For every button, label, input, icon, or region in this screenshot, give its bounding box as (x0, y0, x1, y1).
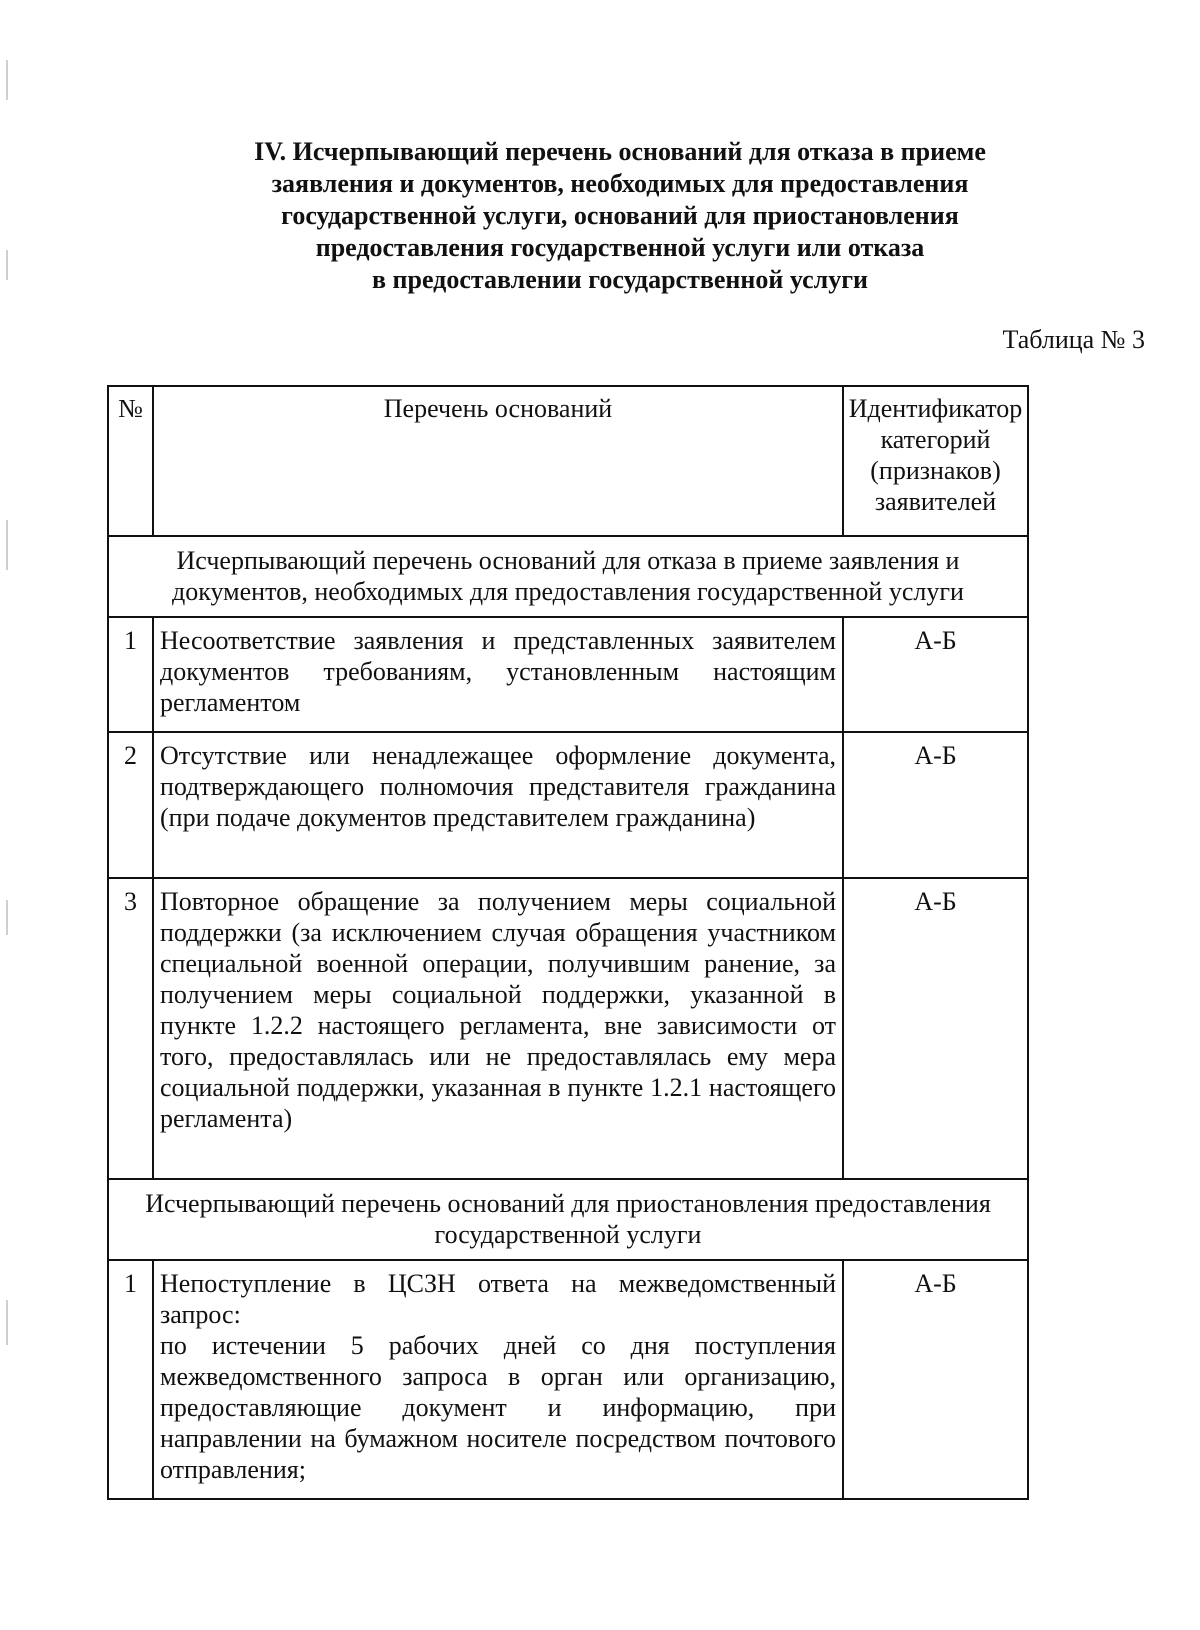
row-category-id: А-Б (843, 878, 1028, 1179)
table-row (108, 617, 1028, 732)
heading-line: IV. Исчерпывающий перечень оснований для отказа в приеме (254, 137, 986, 166)
row-text (153, 1260, 843, 1499)
section-title: Исчерпывающий перечень оснований для отказа в приеме заявления и документов, необходимых для предоставления государственной услуги (108, 536, 1028, 617)
scan-edge-mark (6, 250, 8, 280)
table-caption: Таблица № 3 (1002, 325, 1145, 354)
row-category-id: А-Б (843, 1260, 1028, 1499)
row-category-id: А-Б (843, 617, 1028, 732)
row-number: 1 (108, 1260, 153, 1499)
row-text-part: Непоступление в ЦСЗН ответа на межведомственный запрос: (160, 1269, 836, 1329)
grounds-table (107, 385, 1029, 1500)
row-text: Несоответствие заявления и представленных заявителем документов требованиям, установленным настоящим регламентом (153, 617, 843, 732)
row-number: 1 (108, 617, 153, 732)
scan-edge-mark (6, 1300, 8, 1345)
heading-line: государственной услуги, оснований для приостановления (281, 201, 959, 230)
heading-line: предоставления государственной услуги или отказа (315, 233, 925, 262)
section-row-refusal (108, 536, 1028, 617)
row-text: Отсутствие или ненадлежащее оформление документа, подтверждающего полномочия представителя гражданина (при подаче документов представителем гражданина) (153, 732, 843, 878)
table-header-row (108, 386, 1028, 536)
table-row (108, 1260, 1028, 1499)
scan-edge-mark (6, 900, 8, 935)
heading-line: заявления и документов, необходимых для предоставления (271, 169, 969, 198)
row-text: Повторное обращение за получением меры социальной поддержки (за исключением случая обращения участником специальной военной операции, получившим ранение, за получением меры социальной поддержки, указанной в пункте 1.2.2 настоящего регламента, вне зависимости от того, предоставлялась или не предоставлялась ему мера социальной поддержки, указанная в пункте 1.2.1 настоящего регламента) (153, 878, 843, 1179)
scan-edge-mark (6, 520, 8, 570)
heading-line: в предоставлении государственной услуги (371, 265, 868, 294)
header-number: № (108, 386, 153, 536)
section-heading (150, 136, 1090, 296)
table-row (108, 878, 1028, 1179)
row-number: 3 (108, 878, 153, 1179)
row-number: 2 (108, 732, 153, 878)
header-applicant-category-id: Идентификатор категорий (признаков) заявителей (843, 386, 1028, 536)
scan-edge-mark (6, 60, 8, 100)
row-category-id: А-Б (843, 732, 1028, 878)
section-row-suspension (108, 1179, 1028, 1260)
section-title: Исчерпывающий перечень оснований для приостановления предоставления государственной услуги (108, 1179, 1028, 1260)
table-row (108, 732, 1028, 878)
header-grounds-list: Перечень оснований (153, 386, 843, 536)
row-text-part: по истечении 5 рабочих дней со дня поступления межведомственного запроса в орган или организацию, предоставляющие документ и информацию, при направлении на бумажном носителе посредством почтового отправления; (160, 1331, 836, 1484)
